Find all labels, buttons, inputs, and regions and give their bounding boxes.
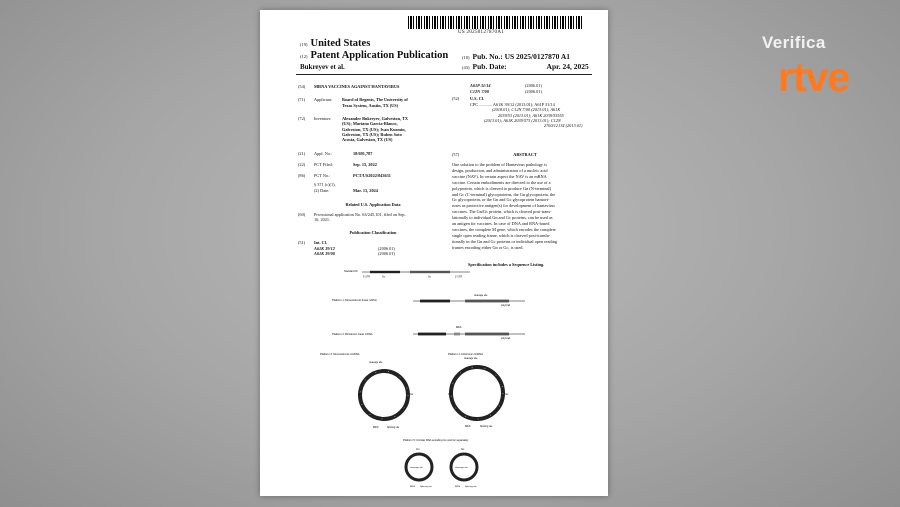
- intcl-version-1: (2006.01): [378, 245, 395, 251]
- gn-block: [370, 271, 400, 273]
- platform-3-label: Platform 3: Monocistronic circRNA: [320, 353, 360, 356]
- p3-splicing: Splicing site: [387, 427, 400, 429]
- appl-code: (21): [298, 151, 306, 156]
- p5-gc: Gc: [461, 448, 465, 451]
- appl-label: Appl. No.:: [314, 151, 333, 156]
- standard-m-diagram: [344, 269, 470, 279]
- platform-2-diagram: [332, 327, 525, 340]
- inventors-line-2: (US); Mariano Garcia-Blanco,: [342, 121, 398, 127]
- header-pub-no: (10) Pub. No.: US 2025/0127870 A1: [462, 52, 571, 61]
- platform-2-label: Platform 2: Bicistronic linear mRNA: [332, 333, 373, 336]
- watermark-rtve-logo: rtve: [778, 54, 850, 100]
- p3-gc: Gc: [410, 393, 414, 396]
- platform-5-diagram: [403, 438, 477, 488]
- p4-splicing: Splicing site: [480, 426, 493, 428]
- pct-filed-code: (22): [298, 162, 306, 167]
- p5-ires-1: IRES: [410, 486, 416, 488]
- abstract-line: tionally in the Gn and Gc proteins or individual open reading: [452, 238, 558, 244]
- p5-splicing-2: Splicing site: [465, 486, 477, 488]
- p3-ires: IRES: [373, 427, 379, 429]
- intcl-version-4: (2006.01): [525, 88, 542, 94]
- intcl-class-3: A61P 31/14: [470, 83, 491, 88]
- patent-title: MRNA VACCINES AGAINST HANTAVIRUS: [314, 84, 400, 89]
- p4-gn: Gn: [448, 393, 452, 396]
- platform-1-diagram: [332, 294, 525, 307]
- watermark-verifica: Verifica: [762, 33, 826, 52]
- platform-1-label: Platform 1: Monocistronic linear mRNA: [332, 299, 377, 302]
- intcl-code: (51): [298, 240, 306, 245]
- p5-splicing-1: Splicing site: [420, 486, 432, 488]
- p1-cleavage: cleavage site: [474, 295, 488, 297]
- pct-filed-label: PCT Filed:: [314, 162, 333, 167]
- header-doc-type: (12) Patent Application Publication: [300, 50, 449, 61]
- provisional-line-1: Provisional application No. 63/245,101, filed on Sep.: [314, 212, 406, 217]
- inventors-line-4: Galveston, TX (US); Ruben Soto: [342, 131, 402, 137]
- platform-3-diagram: [320, 352, 414, 429]
- abstract-line: Gc glycoprotein, or the Gn and Gc glycoprotein hantavi-: [452, 197, 550, 203]
- abstract-line: vaccine. Certain embodiments are directed to the use of a: [452, 179, 551, 185]
- p5-ires-2: IRES: [455, 486, 461, 488]
- intcl-version-3: (2006.01): [525, 83, 542, 88]
- utr5-label: 5' UTR: [363, 276, 371, 279]
- header-pub-date: (43) Pub. Date: Apr. 24, 2025: [462, 62, 589, 71]
- abstract-line: design, production, and administration of a nucleic acid: [452, 167, 548, 173]
- abstract-code: (57): [452, 152, 460, 157]
- cpc-line-3: 2039/53 (2013.01); A61K 2039/55555: [498, 112, 564, 118]
- p4-ires: IRES: [465, 426, 471, 428]
- abstract-line: an antigen for vaccines. In case of DNA and RNA-based: [452, 221, 550, 226]
- pct-filed-date: Sep. 15, 2022: [353, 162, 377, 167]
- p2-polya: polyA tail: [501, 338, 511, 340]
- platform-figure: [260, 10, 608, 496]
- p3-gn: Gn: [358, 393, 362, 396]
- barcode-number: US 20250127870A1: [458, 30, 505, 35]
- gc-label-top: Gc: [428, 276, 431, 279]
- abstract-line: vaccines. The Gn/Gc protein, which is cleaved post-trans-: [452, 209, 552, 215]
- applicant-code: (71): [298, 97, 306, 102]
- pct-no-code: (86): [298, 173, 306, 178]
- p2-ires: IRES: [456, 327, 462, 329]
- title-code: (54): [298, 84, 306, 89]
- abstract-line: and Gc (C-terminal) glycoproteins, the Gn glycoprotein, the: [452, 191, 556, 197]
- abstract-line: One solution to the problem of Hantavirus pathology is: [452, 162, 547, 167]
- platform-4-diagram: [448, 352, 509, 428]
- header-country: (19) United States: [300, 38, 371, 49]
- platform-5-label: Platform 5: Circular RNA encoding Gn and Gc separately: [403, 439, 469, 442]
- related-heading: Related U.S. Application Data: [345, 202, 401, 207]
- inventors-label: Inventors:: [314, 116, 332, 121]
- abstract-line: lationally to individual Gn and Gc proteins, can be used as: [452, 215, 553, 221]
- abstract-line: ruses as protective antigen(s) for development of hantavirus: [452, 203, 555, 209]
- gn-label-top: Gn: [382, 276, 386, 279]
- pct-no-label: PCT No.:: [314, 173, 331, 178]
- uscl-label: U.S. Cl.: [470, 96, 485, 101]
- inventors-code: (72): [298, 116, 306, 121]
- s371-date-label: (2) Date:: [314, 187, 330, 193]
- provisional-code: (60): [298, 212, 306, 217]
- patent-document-page: [260, 10, 608, 496]
- applicant-line-1: Board of Regents, The University of: [342, 97, 408, 102]
- provisional-line-2: 16, 2021.: [314, 217, 331, 223]
- pct-number: PCT/US2022/043631: [353, 173, 391, 178]
- intcl-label: Int. Cl.: [314, 240, 328, 245]
- standard-m-label: Standard M: [344, 270, 358, 273]
- gc-block: [410, 271, 450, 273]
- abstract-line: vaccines, the complete M gene, which encodes the complete: [452, 226, 556, 232]
- cpc-line-4: (2013.01); A61K 2039/575 (2013.01); C12N: [484, 117, 561, 123]
- abstract-line: polyprotein, which is cleaved to produce Gn (N-terminal): [452, 185, 552, 191]
- cpc-line-5: 2760/12134 (2013.01): [544, 123, 583, 129]
- abstract-line: vaccine (NAV). In certain aspect the NAV is an mRNA: [452, 173, 547, 179]
- inventors-line-1: Alexander Bukreyev, Galveston, TX: [342, 116, 409, 121]
- inventors-line-3: Galveston, TX (US); Ivan Kuzmin,: [342, 126, 406, 132]
- intcl-version-2: (2006.01): [378, 251, 395, 256]
- header-authors: Bukreyev et al.: [300, 63, 345, 71]
- p5-cleavage-2: cleavage site: [455, 467, 468, 469]
- abstract-heading: ABSTRACT: [513, 152, 537, 157]
- cpc-line-1: CPC ............ A61K 39/12 (2013.01); A61P 31/14: [470, 102, 555, 107]
- inventors-line-5: Acosta, Galveston, TX (US): [342, 137, 393, 143]
- intcl-class-4: C12N 7/00: [470, 88, 489, 94]
- s371-date: Mar. 13, 2024: [353, 187, 378, 193]
- p4-cleavage: cleavage site: [464, 358, 478, 360]
- p5-cleavage-1: cleavage site: [410, 467, 423, 469]
- intcl-class-1: A61K 39/12: [314, 245, 335, 251]
- pub-class-heading: Publication Classification: [349, 230, 397, 235]
- platform-4-label: Platform 4: bicistronic circRNA: [448, 353, 484, 356]
- uscl-code: (52): [452, 96, 460, 101]
- abstract-line: single open reading frame, which is cleaved post-transla-: [452, 232, 551, 238]
- intcl-class-2: A61K 39/00: [314, 251, 335, 256]
- p1-polya: polyA tail: [501, 305, 511, 307]
- p5-gn: Gn: [416, 448, 420, 451]
- applicant-label: Applicant:: [314, 97, 333, 102]
- p4-gc: Gc: [505, 393, 509, 396]
- p3-cleavage: cleavage site: [369, 362, 383, 364]
- applicant-line-2: Texas System, Austin, TX (US): [342, 102, 399, 108]
- abstract-line: frames encoding either Gn or Gc, is used.: [452, 244, 524, 250]
- utr3-label: 3' UTR: [455, 276, 463, 279]
- appl-number: 18/691,787: [353, 151, 373, 156]
- s371-line: § 371 (c)(1),: [314, 182, 336, 187]
- sequence-note: Specification includes a Sequence Listing.: [468, 262, 545, 267]
- cpc-line-2: (2018.01); C12N 7/00 (2013.01); A61K: [492, 107, 561, 113]
